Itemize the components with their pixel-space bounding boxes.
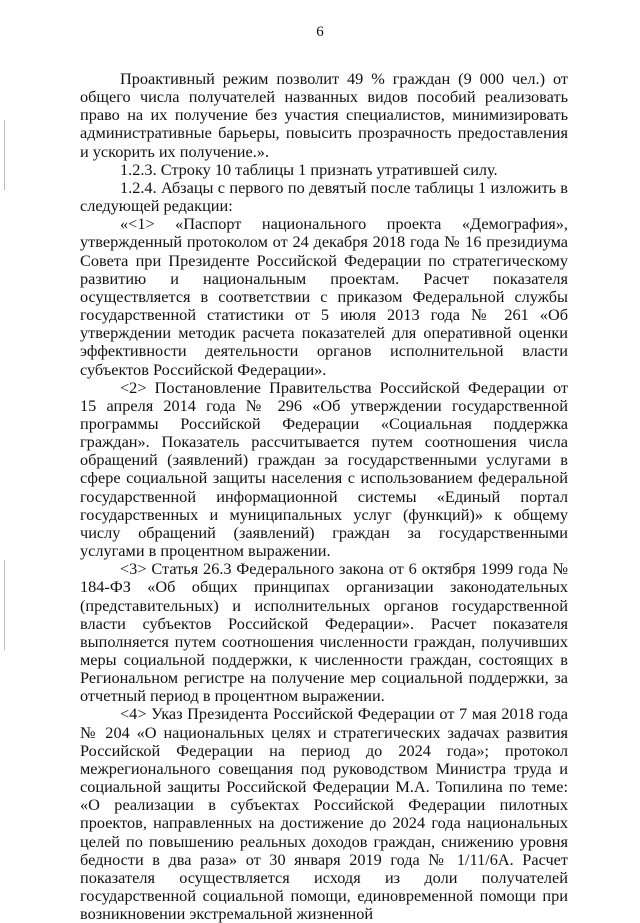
paragraph-1-2-4: 1.2.4. Абзацы с первого по девятый после таблицы 1 изложить в следующей редакции: [80,177,568,216]
document-body [80,70,568,923]
footnote-3: <3> Статья 26.3 Федерального закона от 6 октября 1999 года № 184-ФЗ «Об общих принципах организации законодательных (представительных) и исполнительных органов государственной власти субъектов Российской Федерации». Расчет показателя выполняется путем соотношения численности граждан, получивших меры социальной поддержки, к численности граждан, состоящих в Региональном регистре на получение мер социальной поддержки, за отчетный период в процентном выражении. [80,559,568,706]
scan-edge-mark [4,120,5,190]
scan-edge-mark [4,560,5,650]
footnote-2: <2> Постановление Правительства Российской Федерации от 15 апреля 2014 года № 296 «Об утверждении государственной программы Российской Федерации «Социальная поддержка граждан». Показатель рассчитывается путем соотношения числа обращений (заявлений) граждан за государственными услугами в сфере социальной защиты населения с использованием федеральной государственной информационной системы «Единый портал государственных и муниципальных услуг (функций)» к общему числу обращений (заявлений) граждан за государственными услугами в процентном выражении. [80,377,568,561]
page-number: 6 [316,24,324,40]
footnote-4: <4> Указ Президента Российской Федерации от 7 мая 2018 года № 204 «О национальных целях и стратегических задачах развития Российской Федерации на период до 2024 года»; протокол межрегионального совещания под руководством Министра труда и социальной защиты Российской Федерации М.А. Топилина по теме: «О реализации в субъектах Российской Федерации пилотных проектов, направленных на достижение до 2024 года национальных целей по повышению реальных доходов граждан, снижению уровня бедности в два раза» от 30 января 2019 года № 1/11/6А. Расчет показателя осуществляется исходя из доли получателей государственной социальной помощи, единовременной помощи при возникновении экстремальной жизненной [80,704,568,923]
footnote-1: «<1> «Паспорт национального проекта «Демография», утвержденный протоколом от 24 декабря 2018 года № 16 президиума Совета при Президенте Российской Федерации по стратегическому развитию и национальным проектам. Расчет показателя осуществляется в соответствии с приказом Федеральной службы государственной статистики от 5 июля 2013 года № 261 «Об утверждении методик расчета показателей для оперативной оценки эффективности деятельности органов исполнительной власти субъектов Российской Федерации». [80,214,568,379]
paragraph-1-2-3: 1.2.3. Строку 10 таблицы 1 признать утратившей силу. [120,159,498,179]
paragraph-proactive-mode: Проактивный режим позволит 49 % граждан (9 000 чел.) от общего числа получателей названных видов пособий реализовать право на их получение без участия специалистов, минимизировать административные барьеры, повысить прозрачность предоставления и ускорить их получение.». [80,69,568,161]
